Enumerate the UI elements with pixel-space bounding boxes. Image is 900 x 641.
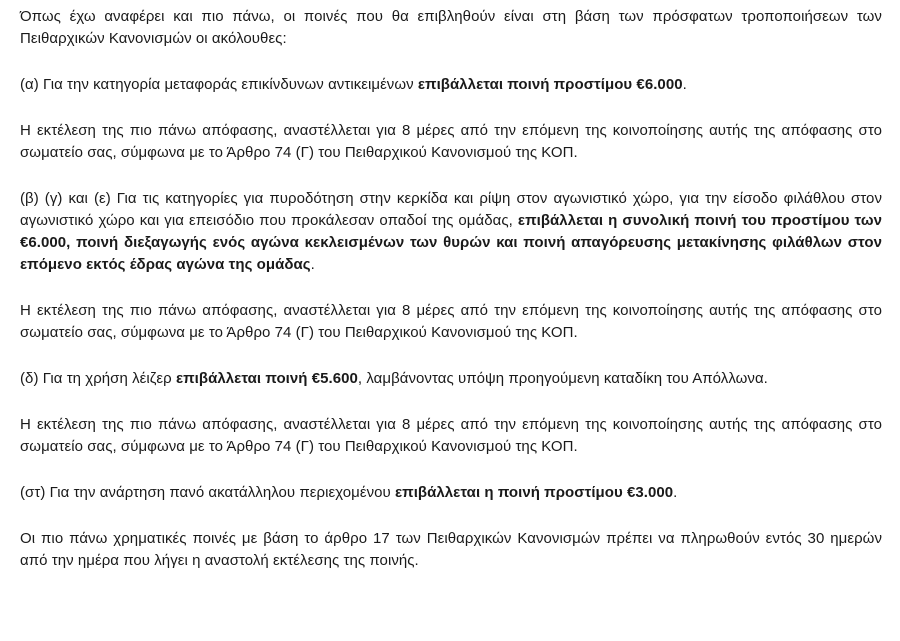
penalty-d-text: (δ) Για τη χρήση λέιζερ: [20, 370, 176, 387]
paragraph-suspension-1: [20, 120, 882, 164]
suspension-2-text: Η εκτέλεση της πιο πάνω απόφασης, αναστέλλεται για 8 μέρες από την επόμενη της κοινοποίησης αυτής της απόφασης στο σωματείο σας, σύμφωνα με το Άρθρο 74 (Γ) του Πειθαρχικού Κανονισμού της ΚΟΠ.: [20, 302, 882, 341]
paragraph-penalty-b-c-e: [20, 188, 882, 276]
penalty-d-end: , λαμβάνοντας υπόψη προηγούμενη καταδίκη του Απόλλωνα.: [357, 370, 768, 387]
penalty-a-text: (α) Για την κατηγορία μεταφοράς επικίνδυνων αντικειμένων: [20, 76, 418, 93]
penalty-d-amount: επιβάλλεται ποινή €5.600: [175, 370, 358, 387]
paragraph-penalty-d: [20, 368, 882, 390]
penalty-f-text: (στ) Για την ανάρτηση πανό ακατάλληλου περιεχομένου: [20, 484, 395, 501]
penalty-f-amount: επιβάλλεται η ποινή προστίμου €3.000: [395, 484, 674, 501]
penalty-bce-end: .: [310, 256, 315, 273]
penalty-f-end: .: [673, 484, 678, 501]
paragraph-intro: [20, 6, 882, 50]
payment-terms-text: Οι πιο πάνω χρηματικές ποινές με βάση το άρθρο 17 των Πειθαρχικών Κανονισμών πρέπει να πληρωθούν εντός 30 ημερών από την ημέρα που λήγει η αναστολή εκτέλεσης της ποινής.: [20, 530, 882, 569]
penalty-a-amount: επιβάλλεται ποινή προστίμου €6.000: [417, 76, 683, 93]
paragraph-suspension-2: [20, 300, 882, 344]
suspension-3-text: Η εκτέλεση της πιο πάνω απόφασης, αναστέλλεται για 8 μέρες από την επόμενη της κοινοποίησης αυτής της απόφασης στο σωματείο σας, σύμφωνα με το Άρθρο 74 (Γ) του Πειθαρχικού Κανονισμού της ΚΟΠ.: [20, 416, 882, 455]
document-body: [20, 6, 882, 596]
paragraph-suspension-3: [20, 414, 882, 458]
paragraph-penalty-a: [20, 74, 882, 96]
penalty-a-end: .: [682, 76, 687, 93]
penalty-bce-amount: επιβάλλεται η συνολική ποινή του προστίμου των €6.000, ποινή διεξαγωγής ενός αγώνα κεκλεισμένων των θυρών και ποινή απαγόρευσης μετακίνησης φιλάθλων στον επόμενο εκτός έδρας αγώνα της ομάδας: [20, 212, 882, 273]
suspension-1-text: Η εκτέλεση της πιο πάνω απόφασης, αναστέλλεται για 8 μέρες από την επόμενη της κοινοποίησης αυτής της απόφασης στο σωματείο σας, σύμφωνα με το Άρθρο 74 (Γ) του Πειθαρχικού Κανονισμού της ΚΟΠ.: [20, 122, 882, 161]
paragraph-payment-terms: [20, 528, 882, 572]
penalty-bce-text: (β) (γ) και (ε) Για τις κατηγορίες για πυροδότηση στην κερκίδα και ρίψη στον αγωνιστικό χώρο, για την είσοδο φιλάθλου στον αγωνιστικό χώρο και για επεισόδιο που προκάλεσαν οπαδοί της ομάδας,: [20, 190, 882, 229]
intro-text: Όπως έχω αναφέρει και πιο πάνω, οι ποινές που θα επιβληθούν είναι στη βάση των πρόσφατων τροποποιήσεων των Πειθαρχικών Κανονισμών οι ακόλουθες:: [20, 8, 882, 47]
paragraph-penalty-f: [20, 482, 882, 504]
